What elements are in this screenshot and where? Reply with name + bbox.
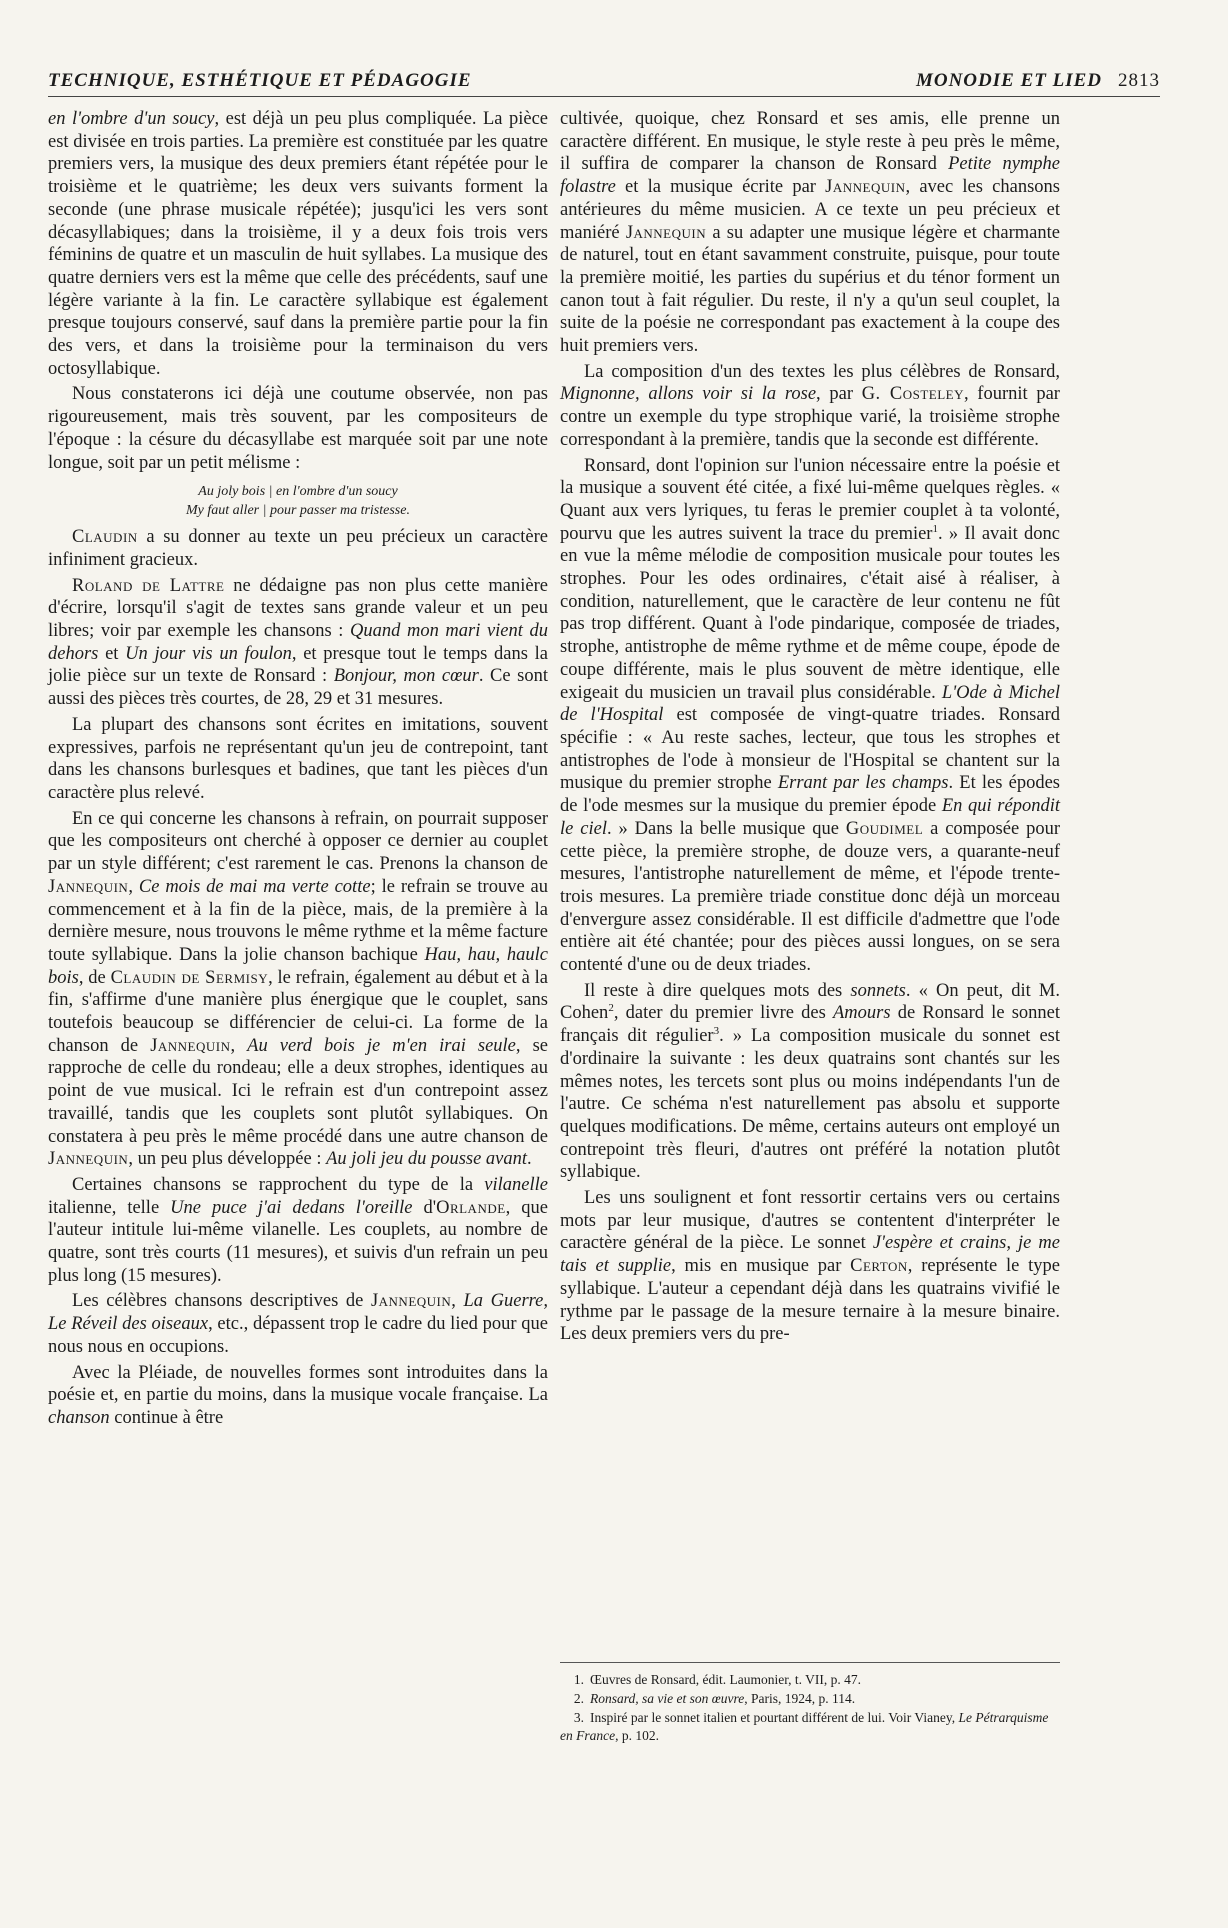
paragraph <box>560 108 1060 358</box>
title-italic: Un jour vis un foulon <box>125 643 292 664</box>
footnote-marker: 3 <box>713 1024 720 1037</box>
text-run: italienne, telle <box>48 1197 171 1218</box>
paragraph: La plupart des chansons sont écrites en imitations, souvent expressives, parfois ne représentant qu'un jeu de contrepoint, tant dans les chansons burlesques et badines, que tant les pièces d'un caractère plus relevé. <box>48 714 548 803</box>
title-italic: Petite nymphe folastre <box>560 154 1060 198</box>
text-run: , et presque tout le temps dans la jolie pièce sur un texte de Ronsard : <box>48 643 548 687</box>
title-italic: Ce mois de mai ma verte cotte <box>138 876 371 897</box>
verse-line: Au joly bois | en l'ombre d'un soucy <box>198 484 398 500</box>
composer-name: Orlande <box>436 1197 506 1218</box>
paragraph <box>48 575 548 711</box>
title-italic: vilanelle <box>484 1174 548 1195</box>
footnote <box>560 1690 1060 1708</box>
text-run: Inspiré par le sonnet italien et pourtant différent de lui. Voir Vianey, <box>590 1710 959 1725</box>
running-head-right <box>916 70 1160 92</box>
text-run: a su adapter une musique légère et charmante de naturel, tout en étant savamment construite, puisque, pour toute la première moitié, les parties du supérius et du ténor forment un canon tout à fait régulier. Du reste, il n'y a qu'un seul couplet, la suite de la poésie ne correspondant pas exactement à la coupe des huit premiers vers. <box>560 222 1060 357</box>
text-run: Œuvres de Ronsard, édit. Laumonier, t. VII, p. 47. <box>590 1672 862 1687</box>
title-italic: Au verd bois je m'en irai seule <box>247 1035 516 1056</box>
title-italic: J'espère et crains, je me tais et supplie <box>560 1233 1060 1277</box>
text-run: Il reste à dire quelques mots des <box>584 980 851 1001</box>
paragraph <box>48 108 548 380</box>
text-run: , mis en musique par <box>671 1256 851 1277</box>
text-run: , avec les chansons antérieures du même musicien. A ce texte un peu précieux et maniéré <box>560 177 1060 243</box>
paragraph <box>48 808 548 1171</box>
composer-name: Certon <box>850 1256 908 1277</box>
text-run: Les uns soulignent et font ressortir certains vers ou certains mots par leur musique, d'autres se contentent d'interpréter le caractère général de la pièce. Le sonnet <box>560 1188 1060 1254</box>
title-italic: chanson <box>48 1407 110 1428</box>
text-run: . « On peut, dit M. Cohen <box>560 980 1060 1024</box>
title-italic: Au joli jeu du pousse avant <box>326 1149 528 1170</box>
paragraph <box>560 455 1060 977</box>
text-run: , se rapproche de celle du rondeau; elle a deux strophes, identiques au point de vue musical. Ici le refrain est d'un contrepoint assez travaillé, tandis que les couplets sont plutôt syllabiques. On constatera à peu près le même procédé dans une autre chanson de <box>48 1035 548 1147</box>
composer-name: Claudin <box>72 527 138 548</box>
footnote <box>560 1671 1060 1689</box>
footnote-number: 2. <box>573 1691 584 1706</box>
text-run: d' <box>412 1197 437 1218</box>
title-italic: La Guerre, Le Réveil des oiseaux <box>48 1291 549 1335</box>
text-run: , Paris, 1924, p. 114. <box>744 1691 856 1706</box>
text-run: ; le refrain se trouve au commencement et à la fin de la pièce, mais, de la première à la dernière mesure, nous trouvons le même rythme et la même facture toute syllabique. Dans la jolie chanson bachique <box>48 876 549 965</box>
text-run: , fournit par contre un exemple du type strophique varié, la troisième strophe correspondant à la première, tandis que la seconde est différente. <box>560 384 1060 450</box>
text-run: et la musique écrite par <box>615 177 826 198</box>
title-italic: en l'ombre d'un soucy <box>48 109 215 129</box>
composer-name: G. Costeley <box>861 384 964 405</box>
composer-name: Jannequin <box>370 1291 452 1312</box>
paragraph <box>560 361 1060 452</box>
paragraph <box>48 1362 548 1430</box>
composer-name: Jannequin <box>825 177 906 198</box>
running-head-left: TECHNIQUE, ESTHÉTIQUE ET PÉDAGOGIE <box>48 70 472 91</box>
text-run: Certaines chansons se rapprochent du type de la <box>72 1174 485 1195</box>
footnote-number: 3. <box>573 1710 584 1725</box>
text-run: continue à être <box>109 1407 224 1428</box>
text-run: . <box>527 1149 532 1170</box>
title-italic: sonnets <box>850 980 906 1001</box>
composer-name: Roland de Lattre <box>72 575 225 596</box>
running-head <box>48 70 1160 97</box>
text-run: . Ce sont aussi des pièces très courtes, de 28, 29 et 31 mesures. <box>48 666 549 710</box>
text-run: Les célèbres chansons descriptives de <box>72 1291 371 1312</box>
text-run: , etc., dépassent trop le cadre du lied pour que nous nous en occupions. <box>48 1314 548 1357</box>
verse-quote <box>48 482 548 520</box>
left-column <box>48 108 548 1430</box>
paragraph <box>560 980 1060 1184</box>
title-italic: L'Ode à Michel de l'Hospital <box>560 682 1060 726</box>
footnote-marker: 2 <box>608 1002 614 1015</box>
title-italic: Mignonne, allons voir si la rose <box>560 384 817 405</box>
text-run: , <box>451 1291 464 1312</box>
text-run: , représente le type syllabique. L'auteur a cependant déjà dans les quatrains vivifié le rythme par le passage de la mesure ternaire à la mesure binaire. Les deux premiers vers du pre- <box>560 1256 1060 1345</box>
composer-name: Claudin de Sermisy <box>110 967 269 988</box>
composer-name: Jannequin <box>48 1149 129 1170</box>
footnote-marker: 1 <box>932 522 938 535</box>
right-column <box>560 108 1060 1346</box>
title-italic: Hau, hau, haulc bois <box>48 944 548 988</box>
page-number: 2813 <box>1118 70 1160 91</box>
text-run: . » La composition musicale du sonnet est d'ordinaire la suivante : les deux quatrains sont chantés sur les mêmes notes, les tercets sont plus ou moins indépendants l'un de l'autre. Ce schéma n'est naturellement pas absolu et supporte quelques modifications. De même, certains auteurs ont employé un contrepoint très fleuri, d'autres ont préféré la notation plutôt syllabique. <box>560 1026 1060 1183</box>
paragraph <box>48 526 548 571</box>
text-run: . » Dans la belle musique que <box>606 818 846 839</box>
title-italic: Bonjour, mon cœur <box>333 666 479 687</box>
title-italic: Amours <box>833 1003 891 1024</box>
text-run: cultivée, quoique, chez Ronsard et ses amis, elle prenne un caractère différent. En musique, le style reste à peu près le même, il suffira de comparer la chanson de Ronsard <box>560 109 1060 175</box>
text-run: ne dédaigne pas non plus cette manière d'écrire, lorsqu'il s'agit de textes sans grande valeur et un peu libres; voir par exemple les chansons : <box>48 575 548 642</box>
text-run: Ronsard, dont l'opinion sur l'union nécessaire entre la poésie et la musique a souvent été citée, a fixé lui-même quelques règles. « Quant aux vers lyriques, tu feras le premier couplet à ta volonté, pourvu que les autres suivent la trace du premier <box>560 455 1060 544</box>
text-run: , p. 102. <box>615 1728 659 1743</box>
title-italic: Le Pétrarquisme en France <box>560 1710 1049 1743</box>
text-run: , que l'auteur intitule lui-même vilanelle. Les couplets, au nombre de quatre, sont très courts (11 mesures), et suivis d'un refrain un peu plus long (15 mesures). <box>48 1197 548 1286</box>
text-run: En ce qui concerne les chansons à refrain, on pourrait supposer que les compositeurs ont cherché à opposer ce dernier au couplet par un style différent; c'est rarement le cas. Prenons la chanson de <box>48 808 548 875</box>
text-run: est composée de vingt-quatre triades. Ronsard spécifie : « Au reste saches, lecteur, que tous les strophes et antistrophes de l'ode à monsieur de l'Hospital se chantent sur la musique du premier strophe <box>560 705 1060 794</box>
text-run: , <box>128 876 139 897</box>
title-italic: Errant par les champs <box>777 773 949 794</box>
footnote-number: 1. <box>573 1672 584 1687</box>
text-run: a su donner au texte un peu précieux un caractère infiniment gracieux. <box>48 527 548 570</box>
text-run: et <box>98 643 126 664</box>
text-run: , <box>230 1035 248 1056</box>
text-run: a composée pour cette pièce, la première strophe, de douze vers, a quarante-neuf mesures, l'antistrophe naturellement de même, et l'épode trente-trois mesures. La première triade constitue donc déjà un morceau d'envergure assez considérable. Il est difficile d'admettre que l'ode entière ait été chantée; pour des pièces aussi longues, on se sera contenté d'une ou de deux triades. <box>560 818 1060 976</box>
composer-name: Jannequin <box>625 222 707 243</box>
title-italic: Une puce j'ai dedans l'oreille <box>170 1197 413 1218</box>
paragraph <box>48 1174 548 1288</box>
text-run: La composition d'un des textes les plus célèbres de Ronsard, <box>584 361 1060 382</box>
title-italic: Ronsard, sa vie et son œuvre <box>590 1691 745 1706</box>
paragraph <box>560 1187 1060 1346</box>
text-run: , par <box>816 384 862 405</box>
composer-name: Jannequin <box>150 1035 231 1056</box>
paragraph: Nous constaterons ici déjà une coutume observée, non pas rigoureusement, mais très souvent, par les compositeurs de l'époque : la césure du décasyllabe est marquée soit par une note longue, soit par un petit mélisme : <box>48 384 548 473</box>
paragraph <box>48 1290 548 1358</box>
text-run: . Et les épodes de l'ode mesmes sur la musique du premier épode <box>560 773 1060 817</box>
text-run: , un peu plus développée : <box>128 1149 327 1170</box>
text-run: , le refrain, également au début et à la fin, s'affirme d'une manière plus énergique que le couplet, sans toutefois beaucoup se différencier de celui-ci. La forme de la chanson de <box>48 967 548 1056</box>
text-run: , de <box>78 967 111 988</box>
running-head-title: MONODIE ET LIED <box>915 70 1102 91</box>
footnotes <box>560 1662 1060 1746</box>
footnote <box>560 1709 1060 1745</box>
composer-name: Jannequin <box>48 876 129 897</box>
composer-name: Goudimel <box>845 818 924 839</box>
verse-line: My faut aller | pour passer ma tristesse. <box>186 503 410 519</box>
title-italic: Quand mon mari vient du dehors <box>48 621 548 664</box>
text-run: , dater du premier livre des <box>613 1003 833 1024</box>
text-run: , est déjà un peu plus compliquée. La pièce est divisée en trois parties. La première est constituée par les quatre premiers vers, la musique des deux premiers étant répétée pour le troisième et le quatrième; les deux vers suivants forment la seconde (une phrase musicale répétée); jusqu'ici les vers sont décasyllabiques; dans la troisième, il y a deux fois trois vers féminins de quatre et un masculin de huit syllabes. La musique des quatre derniers vers est la même que celle des précédents, sauf une légère variante à la fin. Le caractère syllabique est également presque toujours conservé, sauf dans la première partie pour la fin des vers, et dans la troisième pour la terminaison du vers octosyllabique. <box>48 109 548 379</box>
title-italic: En qui répondit le ciel <box>560 796 1060 839</box>
text-run: Avec la Pléiade, de nouvelles formes sont introduites dans la poésie et, en partie du moins, dans la musique vocale française. La <box>48 1362 548 1406</box>
text-run: . » Il avait donc en vue la même mélodie de composition musicale pour toutes les strophes. Pour les odes ordinaires, c'était aisé à réaliser, à condition, naturellement, que le caractère de leur contenu ne fût pas trop différent. Quant à l'ode pindarique, composée de triades, strophe, antistrophe de même rythme et de même coupe, épode de coupe différente, mais le plus souvent de mètre identique, elle exigeait du musicien un travail plus considérable. <box>560 523 1060 703</box>
text-run: de Ronsard le sonnet français dit régulier <box>560 1003 1060 1047</box>
